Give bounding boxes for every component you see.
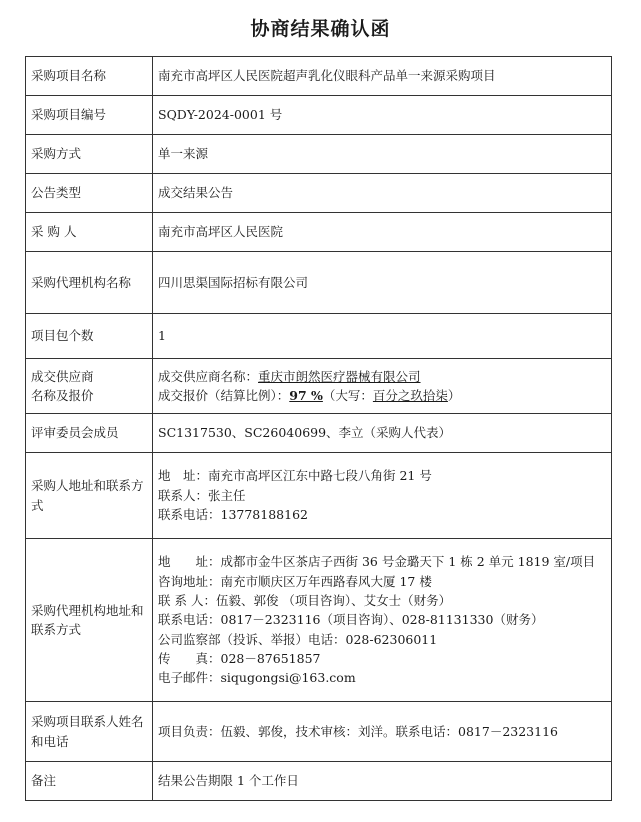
document-title: 协商结果确认函: [250, 18, 391, 40]
value-committee: SC1317530、SC26040699、李立（采购人代表）: [153, 414, 612, 453]
label-agency: 采购代理机构名称: [26, 252, 153, 314]
row-supplier: [26, 359, 612, 414]
row-lots: [26, 314, 612, 359]
purchaser-address: 地 址：南充市高坪区江东中路七段八角街 21 号: [158, 468, 432, 484]
agency-email: 电子邮件：siqugongsi@163.com: [158, 670, 356, 686]
row-purchaser: [26, 213, 612, 252]
label-purchaser: 采 购 人: [26, 213, 153, 252]
supplier-price-prefix: 成交报价（结算比例）：: [158, 388, 290, 403]
row-method: [26, 135, 612, 174]
value-remark: 结果公告期限 1 个工作日: [153, 762, 612, 801]
value-agency: 四川思渠国际招标有限公司: [153, 252, 612, 314]
row-committee: [26, 414, 612, 453]
label-purchaser-contact: 采购人地址和联系方式: [26, 453, 153, 539]
info-table: [25, 56, 612, 801]
supplier-price-caps: 百分之玖拾柒: [372, 388, 448, 403]
row-project-no: [26, 96, 612, 135]
supplier-name-line: [158, 367, 606, 386]
supplier-price-mid: （大写：: [322, 388, 373, 403]
label-project-contact: 采购项目联系人姓名和电话: [26, 702, 153, 762]
label-project-name: 采购项目名称: [26, 57, 153, 96]
agency-supervision-phone: 公司监察部（投诉、举报）电话：028-62306011: [158, 631, 438, 647]
value-supplier: [153, 359, 612, 414]
label-project-no: 采购项目编号: [26, 96, 153, 135]
label-committee: 评审委员会成员: [26, 414, 153, 453]
supplier-price-value: 97 %: [289, 388, 323, 403]
label-remark: 备注: [26, 762, 153, 801]
value-project-name: 南充市高坪区人民医院超声乳化仪眼科产品单一来源采购项目: [153, 57, 612, 96]
supplier-price-line: [158, 386, 606, 405]
label-supplier: [26, 359, 153, 414]
label-supplier-line2: 名称及报价: [31, 388, 94, 403]
value-lots: 1: [153, 314, 612, 359]
value-purchaser-contact: [153, 453, 612, 539]
row-project-contact: [26, 702, 612, 762]
agency-fax: 传 真：028－87651857: [158, 651, 321, 667]
row-agency-contact: [26, 539, 612, 702]
agency-address: 地 址：成都市金牛区茶店子西街 36 号金璐天下 1 栋 2 单元 1819 室/项目咨询地址：南充市顺庆区万年西路春风大厦 17 楼: [158, 554, 596, 589]
supplier-price-suffix: ）: [447, 388, 461, 403]
purchaser-phone: 联系电话：13778188162: [158, 507, 308, 523]
agency-phone: 联系电话：0817－2323116（项目咨询）、028-81131330（财务）: [158, 612, 544, 628]
value-notice-type: 成交结果公告: [153, 174, 612, 213]
purchaser-contact-person: 联系人：张主任: [158, 487, 246, 503]
row-project-name: [26, 57, 612, 96]
label-supplier-line1: 成交供应商: [31, 368, 94, 384]
label-method: 采购方式: [26, 135, 153, 174]
value-agency-contact: [153, 539, 612, 702]
row-remark: [26, 762, 612, 801]
agency-contact-person: 联 系 人：伍毅、郭俊 （项目咨询）、艾女士（财务）: [158, 592, 452, 608]
value-purchaser: 南充市高坪区人民医院: [153, 213, 612, 252]
row-agency: [26, 252, 612, 314]
supplier-name: 重庆市朗然医疗器械有限公司: [258, 368, 421, 384]
value-project-no: SQDY-2024-0001 号: [153, 96, 612, 135]
label-notice-type: 公告类型: [26, 174, 153, 213]
label-agency-contact: 采购代理机构地址和联系方式: [26, 539, 153, 702]
value-method: 单一来源: [153, 135, 612, 174]
row-notice-type: [26, 174, 612, 213]
supplier-name-prefix: 成交供应商名称：: [158, 368, 259, 384]
value-project-contact: 项目负责：伍毅、郭俊，技术审核：刘洋。联系电话：0817－2323116: [153, 702, 612, 762]
row-purchaser-contact: [26, 453, 612, 539]
label-lots: 项目包个数: [26, 314, 153, 359]
